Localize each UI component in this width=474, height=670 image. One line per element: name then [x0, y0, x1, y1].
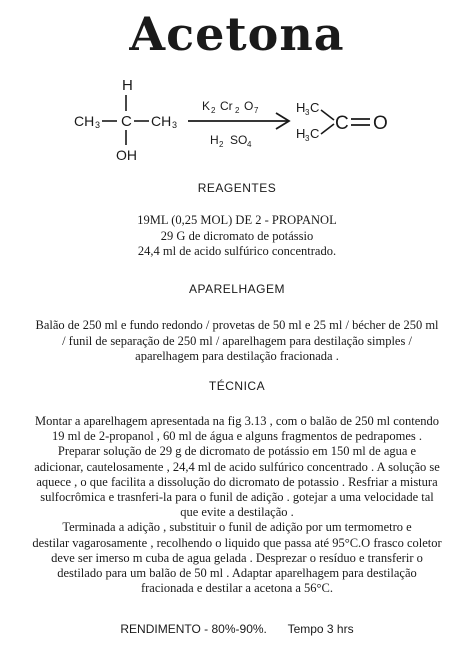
product-h3c-top-h: H [296, 100, 306, 115]
reagent-so: SO [230, 133, 248, 147]
reagent-o-sub: 7 [254, 106, 259, 115]
reaction-scheme [70, 68, 410, 168]
product-h3c-bottom-h: H [296, 126, 306, 141]
reagentes-list [14, 213, 460, 260]
tecnica-line: que evite a destilação . [180, 505, 294, 520]
tecnica-text [14, 414, 460, 596]
aparelhagem-line: Balão de 250 ml e fundo redondo / provetas de 50 ml e 25 ml / bécher de 250 ml [35, 318, 439, 332]
aparelhagem-line: aparelhagem para destilação fracionada . [135, 349, 339, 363]
reactant-oh: OH [116, 147, 137, 163]
reagent-h: H [210, 133, 219, 147]
reactant-c-center: C [121, 113, 132, 130]
product-h3c-top-sub: 3 [305, 108, 310, 117]
page-title: Acetona [129, 7, 345, 61]
tecnica-line: Montar a aparelhagem apresentada na fig 3.13 , com o balão de 250 ml contendo [34, 414, 440, 428]
product-h3c-bottom-c: C [310, 126, 320, 141]
reagent-so-sub: 4 [247, 140, 252, 149]
reagente-line: 24,4 ml de acido sulfúrico concentrado. [137, 244, 337, 258]
product-carbonyl-o: O [373, 113, 388, 134]
tecnica-line: Terminada a adição , substituir o funil de adição por um termometro e [62, 520, 412, 535]
reagent-cr-sub: 2 [235, 106, 240, 115]
reactant-ch3-right: CH [151, 113, 172, 129]
reagent-h-sub: 2 [219, 140, 224, 149]
reactant-ch3-left-sub: 3 [95, 120, 101, 130]
tecnica-line: 19 ml de 2-propanol , 60 ml de água e alguns fragmentos de pedrapomes . [51, 429, 423, 444]
reagente-line: 29 G de dicromato de potássio [160, 228, 314, 243]
product-carbonyl-c: C [335, 113, 349, 134]
rendimento-text: RENDIMENTO - 80%-90%. [120, 622, 267, 636]
tecnica-line: destilar vagarosamente , recolhendo o liquido que passa até 95°C.O frasco coletor [32, 535, 442, 550]
product-h3c-bottom-sub: 3 [305, 134, 310, 143]
footer [0, 622, 474, 636]
tecnica-heading: TÉCNICA [208, 379, 266, 393]
reagent-k-sub: 2 [211, 106, 216, 115]
tecnica-line: destilado para um balão de 50 ml . Adaptar aparelhagem para destilação [57, 566, 417, 581]
tempo-text: Tempo 3 hrs [287, 622, 354, 636]
bond-top-methyl [321, 110, 334, 120]
reagente-line: 19ML (0,25 MOL) DE 2 - PROPANOL [137, 213, 337, 227]
tecnica-line: fracionada e destilar a acetona a 56°C. [140, 581, 334, 596]
aparelhagem-heading: APARELHAGEM [189, 282, 285, 296]
product-h3c-top-c: C [310, 100, 320, 115]
reactant-ch3-left: CH [74, 113, 95, 129]
tecnica-line: adicionar, cautelosamente , 24,4 ml de acido sulfúrico concentrado . A solução se [34, 459, 440, 474]
tecnica-line: aquece , o que facilita a dissolução do dicromato de potassio . Resfriar a mistura [36, 474, 438, 489]
bond-bottom-methyl [321, 124, 334, 134]
reactant-h-top: H [122, 77, 133, 94]
reagent-k: K [202, 99, 211, 113]
tecnica-line: deve ser imerso m cuba de agua gelada . Desprezar o resíduo e transferir o [51, 550, 423, 565]
aparelhagem-text [14, 318, 460, 365]
tecnica-line: Preparar solução de 29 g de dicromato de potássio em 150 ml de agua e [57, 444, 417, 459]
reagent-cr: Cr [220, 99, 233, 113]
tecnica-line: sulfocrômica e trasnferi-la para o funil de adição . gotejar a uma velocidade tal [40, 490, 434, 505]
reagentes-heading: REAGENTES [197, 181, 277, 195]
reagent-o: O [244, 99, 254, 113]
reactant-ch3-right-sub: 3 [172, 120, 178, 130]
aparelhagem-line: / funil de separação de 250 ml / aparelhagem para destilação simples / [62, 333, 412, 348]
